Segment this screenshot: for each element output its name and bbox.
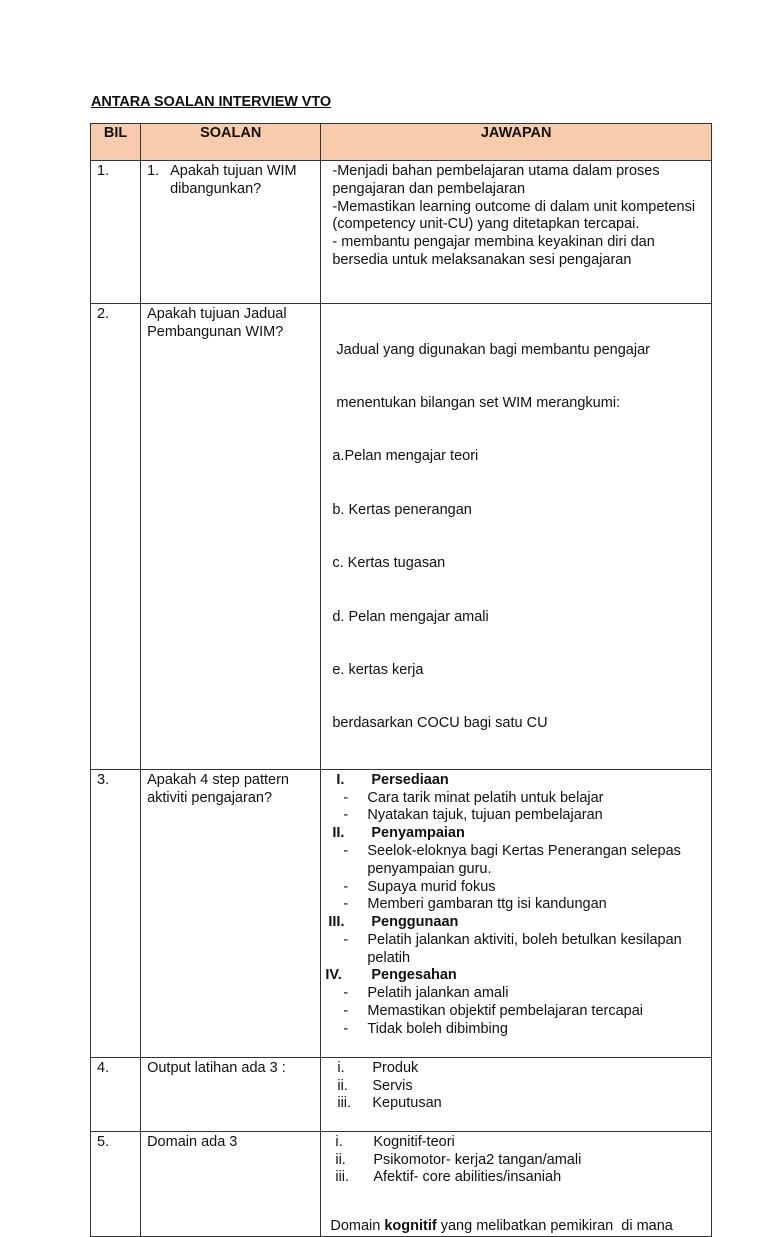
question-text: Apakah 4 step pattern aktiviti pengajaran? — [147, 771, 289, 806]
question-text: Output latihan ada 3 : — [147, 1059, 286, 1076]
table-row — [91, 1131, 712, 1236]
header-bil: BIL — [91, 124, 141, 161]
page-title: ANTARA SOALAN INTERVIEW VTO — [91, 94, 332, 110]
question-cell — [141, 304, 321, 770]
list-text: Produk — [372, 1059, 419, 1076]
note-bold-text: kognitif — [384, 1218, 437, 1235]
answer-cell — [321, 769, 712, 1057]
answer-text: -Menjadi bahan pembelajaran utama dalam proses pengajaran dan pembelajaran -Memastikan learning outcome di dalam unit kompetensi (competency unit-CU) yang ditetapkan tercapai. - membantu pengajar membina keyakinan diri dan bersedia untuk melaksanakan sesi pengajaran — [332, 163, 696, 268]
row-number: 4. — [91, 1057, 141, 1131]
row-number: 3. — [91, 769, 141, 1057]
question-text: Apakah tujuan WIM dibangunkan? — [170, 163, 297, 197]
list-numeral: ii. — [335, 1151, 346, 1168]
step-item-text: Pelatih jalankan aktiviti, boleh betulkan kesilapan pelatih — [367, 931, 682, 966]
list-text: Psikomotor- kerja2 tangan/amali — [373, 1151, 582, 1168]
step-heading — [325, 914, 707, 932]
table-row — [91, 769, 712, 1057]
question-list-number: 1. — [147, 163, 160, 179]
list-numeral: iii. — [337, 1095, 352, 1112]
table-row — [91, 161, 712, 304]
answer-cell — [321, 161, 712, 304]
roman-numeral: III. — [328, 914, 345, 931]
output-item — [332, 1095, 707, 1113]
roman-numeral: II. — [332, 825, 345, 842]
step-item — [325, 790, 707, 808]
roman-numeral: I. — [336, 771, 345, 788]
domain-item — [330, 1152, 707, 1170]
step-item — [325, 896, 707, 914]
table-row — [91, 1057, 712, 1131]
answer-line: e. kertas kerja — [332, 661, 424, 678]
domain-note — [330, 1218, 707, 1236]
table-row — [91, 304, 712, 770]
list-text: Kognitif-teori — [373, 1133, 455, 1150]
answer-cell — [321, 304, 712, 770]
step-item-text: Nyatakan tajuk, tujuan pembelajaran — [367, 807, 603, 824]
dash: - — [343, 896, 349, 913]
step-item-text: Cara tarik minat pelatih untuk belajar — [367, 789, 604, 806]
answer-line: b. Kertas penerangan — [332, 501, 472, 518]
question-text: Domain ada 3 — [147, 1133, 238, 1150]
step-heading — [325, 825, 707, 843]
answer-line: d. Pelan mengajar amali — [332, 608, 489, 625]
answer-line: menentukan bilangan set WIM merangkumi: — [332, 394, 621, 411]
step-title: Persediaan — [371, 771, 449, 788]
domain-item — [330, 1169, 707, 1187]
row-number: 1. — [91, 161, 141, 304]
list-numeral: i. — [335, 1133, 343, 1150]
dash: - — [343, 985, 349, 1002]
list-numeral: iii. — [335, 1169, 350, 1186]
header-jawapan: JAWAPAN — [321, 124, 712, 161]
step-title: Pengesahan — [371, 967, 457, 984]
table-header-row — [91, 124, 712, 161]
answer-cell — [321, 1057, 712, 1131]
step-item-text: Seelok-eloknya bagi Kertas Penerangan selepas penyampaian guru. — [367, 842, 681, 877]
answer-line: berdasarkan COCU bagi satu CU — [332, 715, 548, 732]
step-item — [325, 932, 707, 968]
note-text: Domain — [330, 1218, 385, 1235]
step-item — [325, 879, 707, 897]
list-numeral: ii. — [337, 1077, 348, 1094]
question-cell — [141, 1057, 321, 1131]
step-title: Penyampaian — [371, 825, 465, 842]
step-title: Penggunaan — [371, 914, 459, 931]
row-number: 2. — [91, 304, 141, 770]
step-item-text: Memberi gambaran ttg isi kandungan — [367, 896, 607, 913]
answer-cell — [321, 1131, 712, 1236]
row-number: 5. — [91, 1131, 141, 1236]
list-text: Keputusan — [372, 1095, 442, 1112]
interview-table — [90, 123, 712, 1237]
note-text: yang melibatkan pemikiran di mana — [436, 1218, 673, 1235]
dash: - — [343, 931, 349, 948]
step-item-text: Memastikan objektif pembelajaran tercapai — [367, 1003, 644, 1020]
dash: - — [343, 1020, 349, 1037]
step-heading — [325, 967, 707, 985]
question-cell — [141, 1131, 321, 1236]
question-text: Apakah tujuan Jadual Pembangunan WIM? — [147, 306, 287, 340]
step-item — [325, 843, 707, 879]
question-cell — [141, 161, 321, 304]
step-item-text: Supaya murid fokus — [367, 878, 496, 895]
step-item — [325, 1003, 707, 1021]
dash: - — [343, 807, 349, 824]
answer-line: c. Kertas tugasan — [332, 555, 446, 572]
dash: - — [343, 1003, 349, 1020]
dash: - — [343, 842, 349, 859]
dash: - — [343, 878, 349, 895]
domain-item — [330, 1134, 707, 1152]
dash: - — [343, 789, 349, 806]
step-item — [325, 807, 707, 825]
answer-line: a.Pelan mengajar teori — [332, 448, 479, 465]
step-item — [325, 985, 707, 1003]
list-text: Afektif- core abilities/insaniah — [373, 1169, 562, 1186]
list-numeral: i. — [337, 1059, 345, 1076]
step-item-text: Tidak boleh dibimbing — [367, 1020, 508, 1037]
step-item-text: Pelatih jalankan amali — [367, 985, 509, 1002]
answer-line: Jadual yang digunakan bagi membantu pengajar — [332, 341, 650, 358]
output-item — [332, 1060, 707, 1078]
output-item — [332, 1078, 707, 1096]
header-soalan: SOALAN — [141, 124, 321, 161]
question-cell — [141, 769, 321, 1057]
list-text: Servis — [372, 1077, 413, 1094]
roman-numeral: IV. — [325, 967, 342, 984]
step-heading — [325, 772, 707, 790]
